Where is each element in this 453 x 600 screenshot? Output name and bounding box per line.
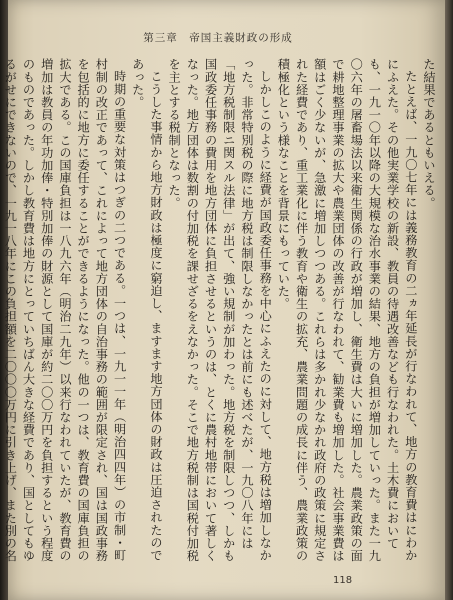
paragraph: こうした事情から地方財政は極度に窮迫し、ますます地方団体の財政は圧迫されたのであった。 bbox=[130, 58, 163, 562]
paragraph: しかしこのように経費が国政委任事務を中心にふえたのに対して、地方税は増加しなかった。非常特別税の際に地方税は制限しなかったとは前にも述べたが、一九〇八年には「地方税制限ニ関スル法律」が出て、強い規制が加わった。地方税を制限しつつ、しかも国政委任事務の費用を地方団体に負担させるというのは、とくに農村地帯において著しくなった。地方団体は数割の付加税を課せざるをえなかった。そこで地方税制は国税付加税を主とする税制となった。 bbox=[167, 58, 273, 562]
paragraph: た結果であるともいえる。 bbox=[422, 58, 436, 210]
paragraph: 時期の重要な対策はつぎの二つである。一つは、一九一一年（明治四四年）の市制・町村制の改正であって、これによって地方団体の自治事務の範囲が限定され、国は国政事務を包括的に地方に委任することができるようになった。他の一つは、教育費の国庫負担の拡大である。この国庫負担は一八九六年（明治二九年）以来行なわれていたが、教育費の増加は教員の年功加俸・特別加俸の財源として国庫が約二〇〇万円を負担するという程度のものであった。しかし教育費は地方にとっていちばん大きな経費であり、国としてもゆるがせにできないので、一九一八年にこの負担額を二〇〇〇万円に引き上げ、また別の名 bbox=[3, 58, 127, 562]
page-number: 118 bbox=[333, 575, 353, 586]
book-page bbox=[3, 0, 446, 600]
paragraph: たとえば、一九〇七年には義務教育の二ヵ年延長が行なわれて、地方の教育費はにわかにふえた。その他実業学校の新設、教員の待遇改善なども行なわれた。土木費においても、一九一〇年以降の大規模な治水事業の結果、地方の負担が増加していった。また一九〇六年の屠畜場法以来衛生関係の行政が増加し、衛生費は大いに増加した。農業政策の面で耕地整理事業の拡大や農業団体の改善が行なわれて、勧業費も増加した。社会事業費は額はごく少ないが、急激に増加しつつある。これらは多かれ少なかれ政府の政策に規定された経費であり、重工業化に伴う教育や衛生の拡充、農業問題の成長に伴う、農業政策の積極化という様なことを背景にもっていた。 bbox=[276, 58, 418, 562]
body-text bbox=[3, 58, 438, 563]
page-edge-shadow bbox=[445, 0, 453, 600]
running-head: 第三章 帝国主義財政の形成 bbox=[143, 32, 293, 44]
